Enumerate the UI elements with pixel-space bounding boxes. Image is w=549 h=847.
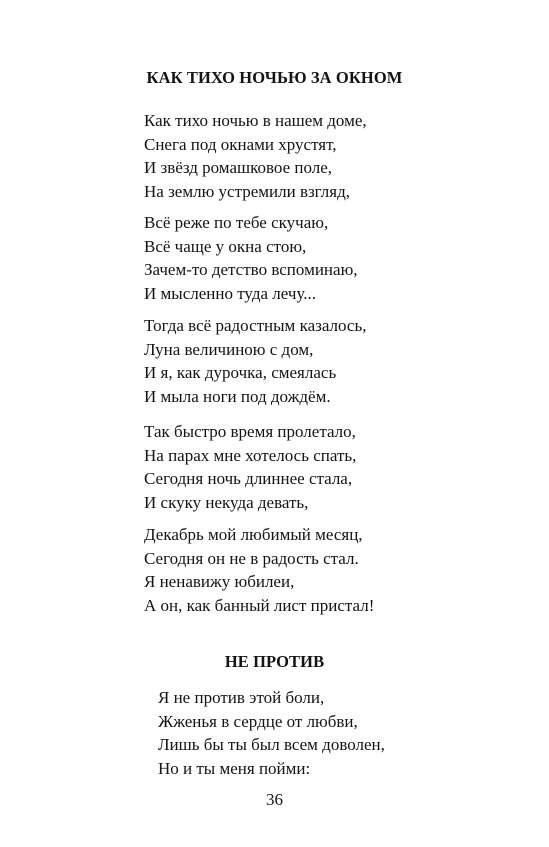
verse-line: Как тихо ночью в нашем доме, (144, 111, 367, 130)
verse-line: На землю устремили взгляд, (144, 181, 350, 201)
verse-line: И мыла ноги под дождём. (144, 386, 331, 406)
verse-line: Луна величиною с дом, (144, 339, 314, 359)
verse-line: Тогда всё радостным казалось, (144, 316, 367, 335)
verse-line: Зачем-то детство вспоминаю, (144, 260, 358, 279)
verse-line: Лишь бы ты был всем доволен, (158, 735, 385, 754)
verse-line: Декабрь мой любимый месяц, (144, 525, 363, 544)
verse-line: Так быстро время пролетало, (144, 422, 356, 441)
verse-line: Снега под окнами хрустят, (144, 134, 337, 154)
poem-title: НЕ ПРОТИВ (224, 652, 325, 671)
stanza (144, 314, 366, 408)
poem-title: КАК ТИХО НОЧЬЮ ЗА ОКНОМ (146, 68, 403, 87)
stanza (144, 420, 356, 514)
page-number: 36 (266, 790, 283, 809)
verse-line: Жженья в сердце от любви, (158, 711, 358, 731)
stanza (144, 523, 374, 617)
stanza (144, 109, 367, 203)
verse-line: На парах мне хотелось спать, (144, 445, 357, 465)
verse-line: И звёзд ромашковое поле, (144, 158, 333, 177)
stanza (158, 686, 385, 780)
verse-line: И я, как дурочка, смеялась (144, 363, 337, 382)
verse-line: И скуку некуда девать, (144, 492, 309, 512)
stanza (144, 211, 358, 305)
verse-line: Сегодня он не в радость стал. (144, 548, 359, 568)
verse-line: Но и ты меня пойми: (158, 758, 311, 778)
verse-line: И мысленно туда лечу... (144, 283, 317, 303)
verse-line: Сегодня ночь длиннее стала, (144, 469, 353, 488)
verse-line: А он, как банный лист пристал! (144, 595, 375, 615)
verse-line: Всё чаще у окна стою, (144, 236, 307, 256)
verse-line: Я не против этой боли, (158, 688, 325, 707)
verse-line: Я ненавижу юбилеи, (144, 572, 295, 591)
verse-line: Всё реже по тебе скучаю, (144, 213, 329, 232)
